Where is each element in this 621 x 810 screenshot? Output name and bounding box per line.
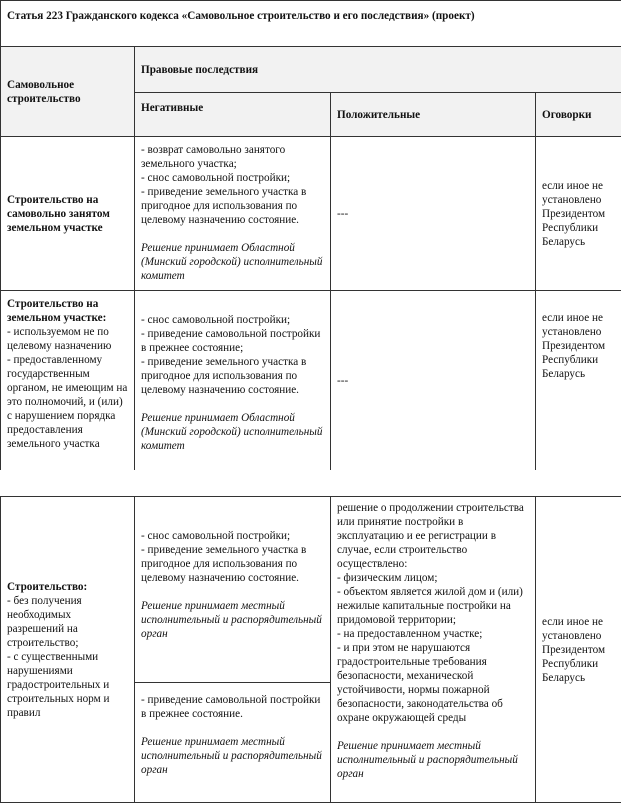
row3-col1-bold: Строительство:: [7, 580, 88, 593]
row3-col1-text: - без получения необходимых разрешений на строительство; - с существенными нарушениями градостроительных и строительных норм и правил: [7, 594, 110, 719]
row2-neg-text: - снос самовольной постройки; - приведение самовольной постройки в прежнее состояние; - приведение земельного участка в пригодное для использования по целевому назначению состояние.: [141, 314, 321, 396]
document-table-continued: [0, 496, 621, 803]
header-group-cell: [135, 47, 621, 93]
table-row: [1, 497, 621, 683]
row3-res-text: если иное не установлено Президентом Республики Беларусь: [542, 615, 606, 684]
row1-pos: [331, 137, 536, 291]
row3-neg-b-note: Решение принимает местный исполнительный и распорядительный орган: [141, 736, 322, 776]
row3-neg-a: [135, 497, 331, 683]
row1-col1-bold: Строительство на самовольно занятом земельном участке: [7, 193, 110, 234]
header-neg-cell: [135, 93, 331, 137]
row3-pos-text: решение о продолжении строительства или принятие постройки в эксплуатацию и ее регистрации в случае, если строительство осуществлено: - физическим лицом; - объектом является жилой дом и (или) нежилые капитальные постройки на придомовой территории; - на предоставленном участке; - и при этом не нарушаются градостроительные требования безопасности, механической устойчивости, нормы пожарной безопасности, законодательства об охране окружающей среды: [337, 502, 524, 724]
header-group: Правовые последствия: [141, 63, 259, 76]
row3-pos-note: Решение принимает местный исполнительный и распорядительный орган: [337, 740, 518, 780]
row3-neg-b: [135, 683, 331, 803]
row2-res: [536, 291, 621, 471]
header-pos-cell: [331, 93, 536, 137]
table-title-cell: [1, 1, 621, 47]
row3-res: [536, 497, 621, 803]
header-res-cell: [536, 93, 621, 137]
header-col1: Самовольное строительство: [7, 78, 81, 105]
row2-col1: [1, 291, 135, 471]
table-row: [1, 137, 621, 291]
row3-col1: [1, 497, 135, 803]
row3-neg-a-text: - снос самовольной постройки; - приведение земельного участка в пригодное для использования по целевому назначению состояние.: [141, 530, 307, 584]
row2-pos: [331, 291, 536, 471]
row1-neg-note: Решение принимает Областной (Минский городской) исполнительный комитет: [141, 242, 323, 282]
row2-col1-text: - используемом не по целевому назначению - предоставленному государственным органом, не имеющим на это полномочий, и (или) с нарушением порядка предоставления земельного участка: [7, 326, 128, 450]
row2-col1-bold: Строительство на земельном участке:: [7, 298, 107, 324]
row2-neg-note: Решение принимает Областной (Минский городской) исполнительный комитет: [141, 412, 323, 452]
row1-res: [536, 137, 621, 291]
row1-neg-text: - возврат самовольно занятого земельного участка; - снос самовольной постройки; - приведение земельного участка в пригодное для использования по целевому назначению состояние.: [141, 144, 307, 226]
page-break-gap: [0, 470, 621, 496]
row3-pos: [331, 497, 536, 803]
row1-neg: [135, 137, 331, 291]
row3-neg-a-note: Решение принимает местный исполнительный и распорядительный орган: [141, 600, 322, 640]
header-neg: Негативные: [141, 102, 204, 114]
header-pos: Положительные: [337, 108, 421, 121]
row1-res-text: если иное не установлено Президентом Республики Беларусь: [542, 179, 606, 248]
table-title: Статья 223 Гражданского кодекса «Самовольное строительство и его последствия» (проект): [7, 10, 475, 22]
table-row: [1, 291, 621, 471]
row1-col1: [1, 137, 135, 291]
row2-neg: [135, 291, 331, 471]
header-res: Оговорки: [542, 108, 592, 121]
header-col1-cell: [1, 47, 135, 137]
row1-pos-text: ---: [337, 207, 349, 220]
row3-neg-b-text: - приведение самовольной постройки в прежнее состояние.: [141, 694, 321, 720]
row2-pos-text: ---: [337, 374, 349, 387]
row2-res-text: если иное не установлено Президентом Республики Беларусь: [542, 312, 606, 380]
legal-table-continued: [0, 496, 621, 803]
